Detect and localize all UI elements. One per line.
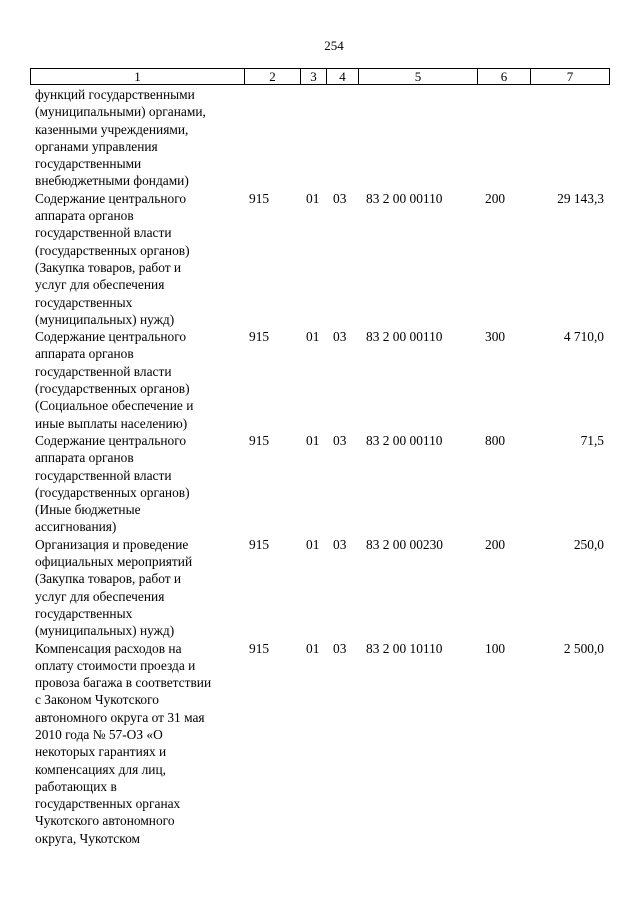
ministry-code: 915 [249, 190, 270, 206]
subsection-code: 03 [333, 640, 347, 656]
amount: 4 710,0 [563, 329, 604, 345]
ministry-code: 915 [249, 329, 270, 345]
description-line: (государственных органов) [35, 484, 190, 500]
description-line: аппарата органов [35, 450, 134, 466]
ministry-code: 915 [249, 640, 270, 656]
description-line: (Закупка товаров, работ и [35, 259, 182, 275]
description-line: государственных [35, 605, 133, 621]
header-col-5: 5 [358, 68, 478, 85]
amount: 250,0 [573, 536, 604, 552]
description-line: казенными учреждениями, [35, 121, 189, 137]
amount: 29 143,3 [557, 190, 604, 206]
row-description [30, 86, 240, 190]
description-line: государственной власти [35, 225, 172, 241]
description-line: провоза багажа в соответствии [35, 675, 212, 691]
table-row [30, 432, 610, 536]
header-col-4: 4 [326, 68, 359, 85]
row-description [30, 190, 240, 328]
section-code: 01 [306, 432, 320, 448]
description-line: автономного округа от 31 мая [35, 709, 205, 725]
description-line: государственной власти [35, 363, 172, 379]
description-line: органами управления [35, 138, 158, 154]
description-line: работающих в [35, 778, 117, 794]
header-col-7: 7 [530, 68, 610, 85]
description-line: (государственных органов) [35, 381, 190, 397]
description-line: (Социальное обеспечение и [35, 398, 194, 414]
subsection-code: 03 [333, 329, 347, 345]
amount: 71,5 [580, 432, 604, 448]
table-row [30, 190, 610, 328]
description-line: 2010 года № 57-ОЗ «О [35, 726, 163, 742]
expense-type-code: 800 [485, 432, 506, 448]
description-line: Чукотского автономного [35, 813, 175, 829]
row-description [30, 640, 240, 848]
page-number: 254 [324, 38, 344, 53]
table-header [30, 68, 610, 86]
description-line: (Закупка товаров, работ и [35, 571, 182, 587]
target-article-code: 83 2 00 00230 [366, 536, 443, 552]
subsection-code: 03 [333, 536, 347, 552]
section-code: 01 [306, 190, 320, 206]
description-line: (муниципальных) нужд) [35, 311, 175, 327]
table-row [30, 328, 610, 432]
description-line: государственными [35, 156, 142, 172]
description-line: услуг для обеспечения [35, 588, 165, 604]
header-col-1: 1 [30, 68, 245, 85]
description-line: официальных мероприятий [35, 554, 193, 570]
target-article-code: 83 2 00 00110 [366, 432, 443, 448]
description-line: государственных [35, 294, 133, 310]
description-line: округа, Чукотском [35, 830, 140, 846]
description-line: услуг для обеспечения [35, 277, 165, 293]
description-line: функций государственными [35, 87, 195, 102]
target-article-code: 83 2 00 00110 [366, 329, 443, 345]
description-line: (государственных органов) [35, 242, 190, 258]
description-line: некоторых гарантиях и [35, 744, 167, 760]
subsection-code: 03 [333, 432, 347, 448]
header-col-6: 6 [477, 68, 531, 85]
target-article-code: 83 2 00 00110 [366, 190, 443, 206]
ministry-code: 915 [249, 536, 270, 552]
row-description [30, 328, 240, 432]
description-line: аппарата органов [35, 346, 134, 362]
description-line: (муниципальных) нужд) [35, 623, 175, 639]
section-code: 01 [306, 640, 320, 656]
expense-type-code: 200 [485, 190, 506, 206]
expense-type-code: 300 [485, 329, 506, 345]
section-code: 01 [306, 536, 320, 552]
table-row [30, 640, 610, 848]
description-line: Компенсация расходов на [35, 640, 182, 656]
description-line: оплату стоимости проезда и [35, 657, 196, 673]
description-line: ассигнования) [35, 519, 117, 535]
ministry-code: 915 [249, 432, 270, 448]
header-col-3: 3 [300, 68, 327, 85]
amount: 2 500,0 [563, 640, 604, 656]
expense-type-code: 200 [485, 536, 506, 552]
description-line: (муниципальными) органами, [35, 104, 206, 120]
description-line: компенсациях для лиц, [35, 761, 166, 777]
header-col-2: 2 [244, 68, 301, 85]
description-line: государственных органах [35, 796, 181, 812]
description-line: Содержание центрального [35, 190, 187, 206]
description-line: аппарата органов [35, 208, 134, 224]
description-line: Содержание центрального [35, 329, 187, 345]
description-line: Содержание центрального [35, 432, 187, 448]
table-row [30, 536, 610, 640]
expense-type-code: 100 [485, 640, 506, 656]
row-description [30, 432, 240, 536]
description-line: Организация и проведение [35, 536, 189, 552]
row-description [30, 536, 240, 640]
section-code: 01 [306, 329, 320, 345]
subsection-code: 03 [333, 190, 347, 206]
description-line: (Иные бюджетные [35, 502, 141, 518]
table-row [30, 86, 610, 190]
table-body [30, 86, 610, 847]
target-article-code: 83 2 00 10110 [366, 640, 443, 656]
description-line: внебюджетными фондами) [35, 173, 189, 189]
description-line: государственной власти [35, 467, 172, 483]
description-line: с Законом Чукотского [35, 692, 159, 708]
description-line: иные выплаты населению) [35, 415, 188, 431]
